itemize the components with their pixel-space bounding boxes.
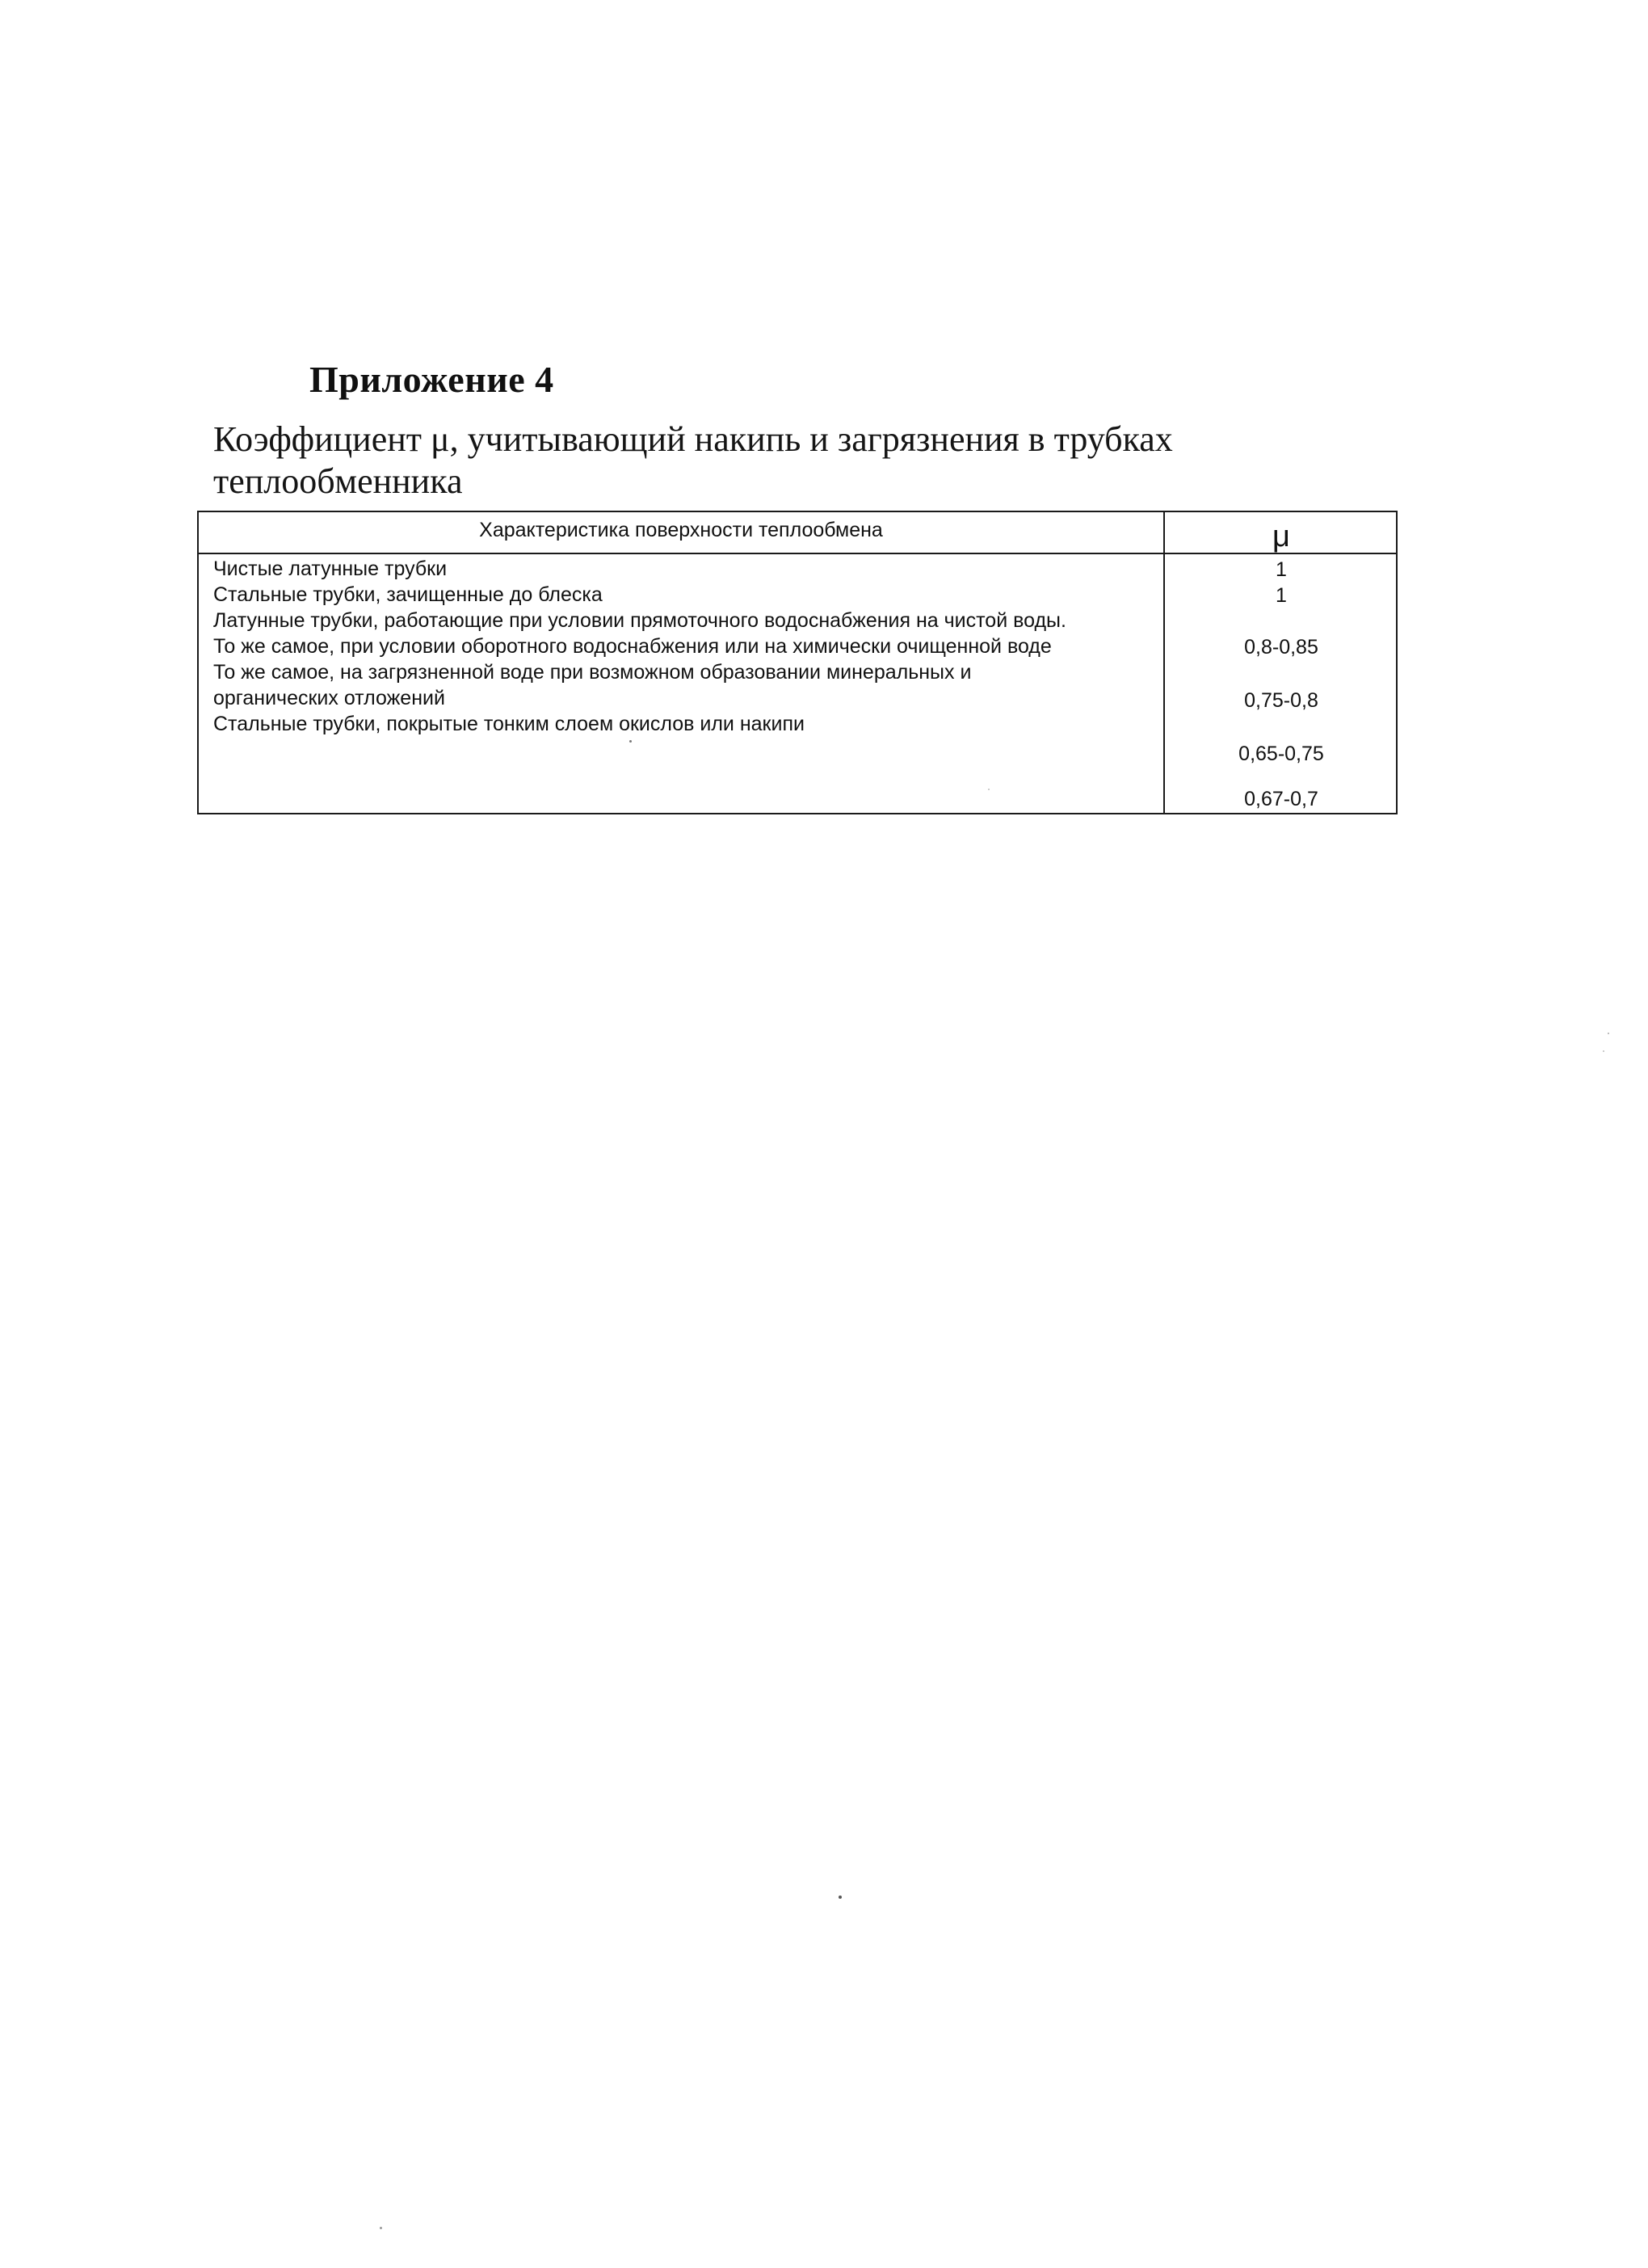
- mu-value: 0,8-0,85: [1244, 636, 1318, 659]
- scan-speck: [629, 740, 632, 743]
- description-line: То же самое, на загрязненной воде при возможном образовании минеральных и: [213, 661, 972, 684]
- description-line: органических отложений: [213, 687, 445, 709]
- mu-value: 0,65-0,75: [1238, 743, 1324, 765]
- description-line: Чистые латунные трубки: [213, 558, 448, 580]
- caption-line: Коэффициент μ, учитывающий накипь и загрязнения в трубках: [213, 419, 1173, 459]
- scan-speck: [380, 2227, 382, 2229]
- scan-speck: [1603, 1050, 1604, 1052]
- scan-speck: [1608, 1033, 1609, 1034]
- description-line: То же самое, при условии оборотного водоснабжения или на химически очищенной воде: [213, 635, 1052, 658]
- description-column: [213, 556, 1158, 737]
- header-characteristic: Характеристика поверхности теплообмена: [479, 519, 883, 541]
- description-line: Латунные трубки, работающие при условии прямоточного водоснабжения на чистой воды.: [213, 609, 1066, 632]
- caption-line: теплообменника: [213, 461, 463, 501]
- header-mu: μ: [1272, 520, 1290, 553]
- mu-value: 1: [1276, 558, 1287, 581]
- scan-speck: [988, 789, 990, 790]
- appendix-title: Приложение 4: [309, 359, 554, 400]
- mu-value: 0,67-0,7: [1244, 788, 1318, 810]
- mu-value: 1: [1276, 584, 1287, 607]
- mu-value: 0,75-0,8: [1244, 689, 1318, 712]
- scan-speck: [839, 1896, 842, 1899]
- description-line: Стальные трубки, покрытые тонким слоем окислов или накипи: [213, 713, 805, 735]
- coefficient-table: [197, 511, 1398, 814]
- table-caption: [213, 419, 1522, 503]
- description-line: Стальные трубки, зачищенные до блеска: [213, 583, 603, 606]
